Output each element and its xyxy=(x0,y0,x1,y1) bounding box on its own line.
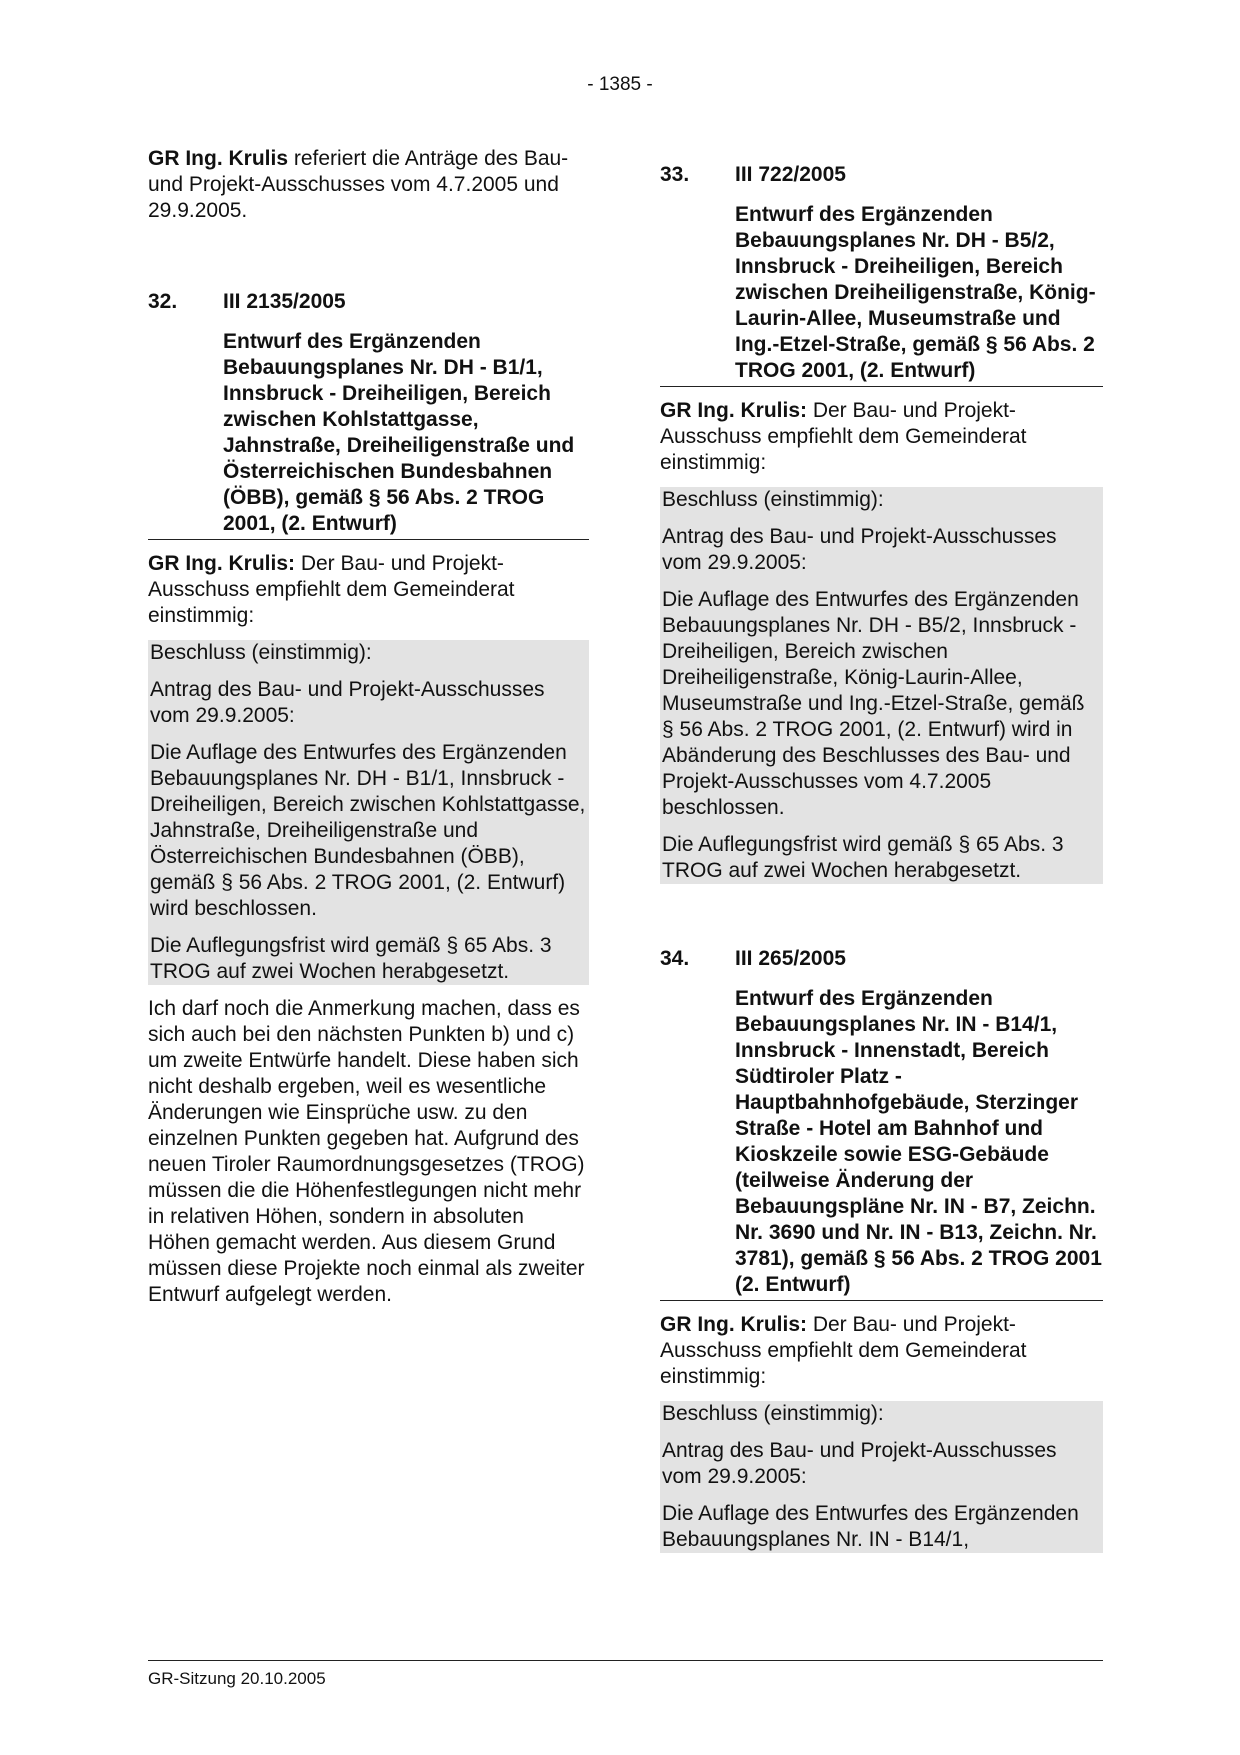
speaker-name: GR Ing. Krulis: xyxy=(660,399,807,422)
speaker-paragraph xyxy=(660,398,1103,476)
agenda-item-reference: III 265/2005 xyxy=(735,947,846,970)
speaker-paragraph xyxy=(660,1312,1103,1390)
agenda-title-block xyxy=(148,329,589,540)
deadline-text: Die Auflegungsfrist wird gemäß § 65 Abs. 3 TROG auf zwei Wochen herabgesetzt. xyxy=(150,934,552,983)
resolution-label: Beschluss (einstimmig): xyxy=(662,488,884,511)
agenda-item-number: 32. xyxy=(148,290,178,313)
agenda-item-32 xyxy=(148,289,589,1308)
speaker-name: GR Ing. Krulis: xyxy=(148,552,295,575)
intro-paragraph xyxy=(148,146,589,224)
agenda-item-title: Entwurf des Ergänzenden Bebauungsplanes Nr. DH - B5/2, Innsbruck - Dreiheiligen, Bereich zwischen Dreiheiligenstraße, König-Laurin-Allee, Museumstraße und Ing.-Etzel-Straße, gemäß § 56 Abs. 2 TROG 2001, (2. Entwurf) xyxy=(735,203,1096,382)
speaker-text: Der Bau- und Projekt-Ausschuss empfiehlt dem Gemeinderat einstimmig: xyxy=(660,399,1027,474)
agenda-item-title: Entwurf des Ergänzenden Bebauungsplanes Nr. IN - B14/1, Innsbruck - Innenstadt, Bereich Südtiroler Platz - Hauptbahnhofgebäude, Sterzinger Straße - Hotel am Bahnhof und Kioskzeile sowie ESG-Gebäude (teilweise Änderung der Bebauungspläne Nr. IN - B7, Zeichn. Nr. 3690 und Nr. IN - B13, Zeichn. Nr. 3781), gemäß § 56 Abs. 2 TROG 2001 (2. Entwurf) xyxy=(735,987,1102,1296)
agenda-item-number: 34. xyxy=(660,947,690,970)
agenda-item-34 xyxy=(660,946,1103,1553)
resolution-box xyxy=(148,640,589,985)
motion-text: Antrag des Bau- und Projekt-Ausschusses vom 29.9.2005: xyxy=(150,678,545,727)
speaker-paragraph xyxy=(148,551,589,629)
speaker-name: GR Ing. Krulis: xyxy=(660,1313,807,1336)
remark-paragraph: Ich darf noch die Anmerkung machen, dass es sich auch bei den nächsten Punkten b) und c) um zweite Entwürfe handelt. Diese haben sich nicht deshalb ergeben, weil es wesentliche Änderungen wie Einsprüche usw. zu den einzelnen Punkten gegeben hat. Aufgrund des neuen Tiroler Raumordnungsgesetzes (TROG) müssen die die Höhenfestlegungen nicht mehr in relativen Höhen, sondern in absoluten Höhen gemacht werden. Aus diesem Grund müssen diese Projekte noch einmal als zweiter Entwurf aufgelegt werden. xyxy=(148,997,585,1306)
agenda-item-reference: III 722/2005 xyxy=(735,163,846,186)
agenda-item-header xyxy=(660,946,1103,972)
right-column xyxy=(660,146,1103,1553)
agenda-title-block xyxy=(660,986,1103,1301)
speaker-text: Der Bau- und Projekt-Ausschuss empfiehlt dem Gemeinderat einstimmig: xyxy=(148,552,515,627)
footer-divider xyxy=(148,1660,1103,1661)
agenda-item-reference: III 2135/2005 xyxy=(223,290,346,313)
resolution-box xyxy=(660,487,1103,884)
agenda-item-33 xyxy=(660,162,1103,884)
footer-text: GR-Sitzung 20.10.2005 xyxy=(148,1669,326,1688)
intro-text: referiert die Anträge des Bau- und Projekt-Ausschusses vom 4.7.2005 und 29.9.2005. xyxy=(148,147,569,222)
resolution-label: Beschluss (einstimmig): xyxy=(662,1402,884,1425)
decision-text: Die Auflage des Entwurfes des Ergänzenden Bebauungsplanes Nr. IN - B14/1, xyxy=(662,1502,1079,1551)
decision-text: Die Auflage des Entwurfes des Ergänzenden Bebauungsplanes Nr. DH - B5/2, Innsbruck - Dreiheiligen, Bereich zwischen Dreiheiligenstraße, König-Laurin-Allee, Museumstraße und Ing.-Etzel-Straße, gemäß § 56 Abs. 2 TROG 2001, (2. Entwurf) wird in Abänderung des Beschlusses des Bau- und Projekt-Ausschusses vom 4.7.2005 beschlossen. xyxy=(662,588,1085,819)
page-number: - 1385 - xyxy=(587,74,653,95)
left-column xyxy=(148,146,589,1308)
agenda-item-number: 33. xyxy=(660,163,690,186)
motion-text: Antrag des Bau- und Projekt-Ausschusses vom 29.9.2005: xyxy=(662,1439,1057,1488)
speaker-text: Der Bau- und Projekt-Ausschuss empfiehlt dem Gemeinderat einstimmig: xyxy=(660,1313,1027,1388)
resolution-label: Beschluss (einstimmig): xyxy=(150,641,372,664)
agenda-title-block xyxy=(660,202,1103,387)
agenda-item-header xyxy=(148,289,589,315)
deadline-text: Die Auflegungsfrist wird gemäß § 65 Abs. 3 TROG auf zwei Wochen herabgesetzt. xyxy=(662,833,1064,882)
agenda-item-title: Entwurf des Ergänzenden Bebauungsplanes Nr. DH - B1/1, Innsbruck - Dreiheiligen, Bereich zwischen Kohlstattgasse, Jahnstraße, Dreiheiligenstraße und Österreichischen Bundesbahnen (ÖBB), gemäß § 56 Abs. 2 TROG 2001, (2. Entwurf) xyxy=(223,330,575,535)
intro-speaker: GR Ing. Krulis xyxy=(148,147,289,170)
agenda-item-header xyxy=(660,162,1103,188)
resolution-box xyxy=(660,1401,1103,1553)
decision-text: Die Auflage des Entwurfes des Ergänzenden Bebauungsplanes Nr. DH - B1/1, Innsbruck - Dreiheiligen, Bereich zwischen Kohlstattgasse, Jahnstraße, Dreiheiligenstraße und Österreichischen Bundesbahnen (ÖBB), gemäß § 56 Abs. 2 TROG 2001, (2. Entwurf) wird beschlossen. xyxy=(150,741,586,920)
motion-text: Antrag des Bau- und Projekt-Ausschusses vom 29.9.2005: xyxy=(662,525,1057,574)
